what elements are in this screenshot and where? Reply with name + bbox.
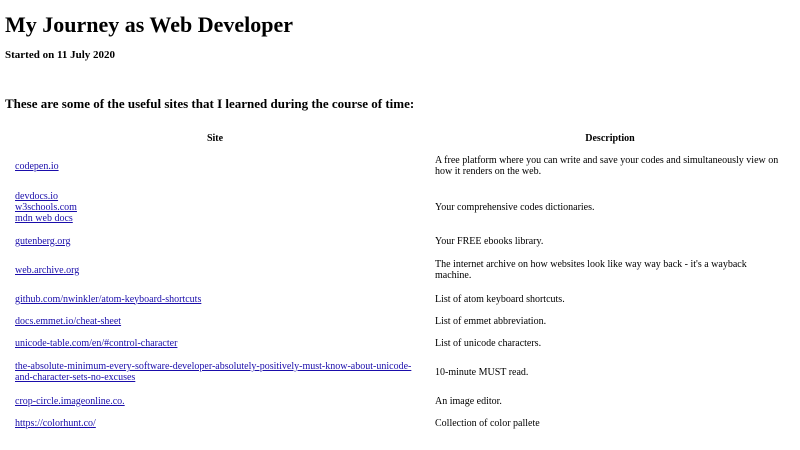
sites-table bbox=[5, 128, 795, 434]
description-cell: An image editor. bbox=[435, 395, 502, 407]
description-cell: List of unicode characters. bbox=[435, 337, 542, 349]
site-cell bbox=[5, 288, 425, 310]
site-link[interactable]: https://colorhunt.co/ bbox=[15, 417, 96, 429]
description-cell: Collection of color pallete bbox=[435, 417, 540, 429]
site-link[interactable]: codepen.io bbox=[15, 160, 59, 172]
start-date: Started on 11 July 2020 bbox=[5, 49, 116, 61]
site-link[interactable]: docs.emmet.io/cheat-sheet bbox=[15, 315, 122, 327]
description-cell: Your FREE ebooks library. bbox=[435, 235, 544, 247]
page-title: My Journey as Web Developer bbox=[5, 12, 294, 37]
site-cell bbox=[5, 148, 425, 184]
table-row bbox=[5, 288, 795, 310]
site-link[interactable]: gutenberg.org bbox=[15, 235, 71, 247]
column-header-site: Site bbox=[206, 132, 224, 144]
description-cell: A free platform where you can write and save your codes and simultaneously view on how it renders on the web. bbox=[435, 155, 779, 177]
site-cell bbox=[5, 332, 425, 354]
table-row bbox=[5, 390, 795, 412]
table-row bbox=[5, 332, 795, 354]
table-row bbox=[5, 412, 795, 434]
intro-heading: These are some of the useful sites that I learned during the course of time: bbox=[5, 96, 415, 111]
table-row bbox=[5, 148, 795, 184]
description-cell: 10-minute MUST read. bbox=[435, 366, 529, 378]
table-row bbox=[5, 252, 795, 288]
site-link[interactable]: devdocs.io bbox=[15, 190, 59, 202]
site-link[interactable]: web.archive.org bbox=[15, 264, 80, 276]
column-header-description: Description bbox=[585, 132, 635, 144]
table-row bbox=[5, 184, 795, 230]
site-cell bbox=[5, 412, 425, 434]
site-cell bbox=[5, 310, 425, 332]
site-link[interactable]: crop-circle.imageonline.co. bbox=[15, 395, 125, 407]
table-row bbox=[5, 230, 795, 252]
site-cell bbox=[5, 184, 425, 230]
site-link[interactable]: the-absolute-minimum-every-software-developer-absolutely-positively-must-know-about-unicode-and-character-sets-no-excuses bbox=[15, 361, 412, 383]
site-cell bbox=[5, 390, 425, 412]
description-cell: List of atom keyboard shortcuts. bbox=[435, 293, 565, 305]
table-header-row bbox=[5, 128, 795, 148]
site-cell bbox=[5, 252, 425, 288]
site-link[interactable]: w3schools.com bbox=[15, 201, 77, 213]
site-link[interactable]: mdn web docs bbox=[15, 212, 73, 224]
description-cell: The internet archive on how websites look like way way back - it's a wayback machine. bbox=[435, 259, 747, 281]
site-cell bbox=[5, 230, 425, 252]
table-body bbox=[5, 148, 795, 434]
site-cell bbox=[5, 354, 425, 390]
description-cell: Your comprehensive codes dictionaries. bbox=[435, 201, 595, 213]
table-row bbox=[5, 354, 795, 390]
table-row bbox=[5, 310, 795, 332]
site-link[interactable]: github.com/nwinkler/atom-keyboard-shortcuts bbox=[15, 293, 202, 305]
site-link[interactable]: unicode-table.com/en/#control-character bbox=[15, 337, 178, 349]
description-cell: List of emmet abbreviation. bbox=[435, 315, 547, 327]
